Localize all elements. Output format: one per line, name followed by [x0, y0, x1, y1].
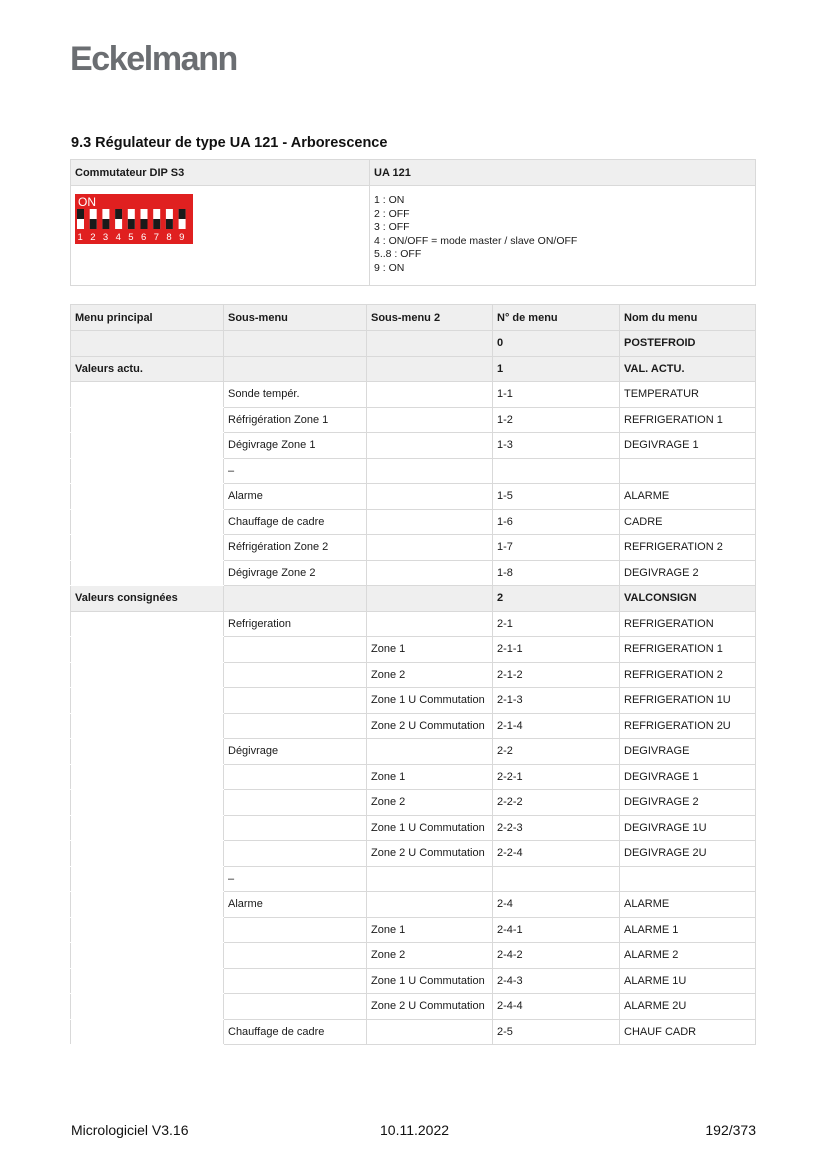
table-row	[71, 637, 756, 663]
numero-menu-cell	[493, 866, 620, 892]
dip-switch-lever	[153, 219, 160, 229]
menu-principal-cell	[71, 484, 224, 510]
col-header-menu-principal: Menu principal	[71, 305, 224, 331]
numero-menu-cell: 2-1	[493, 611, 620, 637]
sous-menu-2-cell: Zone 2 U Commutation	[367, 713, 493, 739]
sous-menu-cell	[224, 764, 367, 790]
sous-menu-2-cell: Zone 1 U Commutation	[367, 815, 493, 841]
nom-menu-cell: CADRE	[620, 509, 756, 535]
sous-menu-2-cell: Zone 1	[367, 917, 493, 943]
sous-menu-2-cell	[367, 560, 493, 586]
footer-page-number: 192/373	[705, 1122, 756, 1138]
nom-menu-cell: REFRIGERATION 1U	[620, 688, 756, 714]
nom-menu-cell: CHAUF CADR	[620, 1019, 756, 1045]
sous-menu-cell	[224, 815, 367, 841]
nom-menu-cell: DEGIVRAGE 2	[620, 560, 756, 586]
nom-menu-cell: DEGIVRAGE 2U	[620, 841, 756, 867]
sous-menu-2-cell	[367, 484, 493, 510]
table-row	[71, 841, 756, 867]
nom-menu-cell: REFRIGERATION 1	[620, 407, 756, 433]
nom-menu-cell: REFRIGERATION 2	[620, 662, 756, 688]
menu-principal-cell	[71, 815, 224, 841]
table-row	[71, 790, 756, 816]
sous-menu-2-cell: Zone 2	[367, 662, 493, 688]
table-row	[71, 611, 756, 637]
sous-menu-2-cell	[367, 433, 493, 459]
nom-menu-cell: VAL. ACTU.	[620, 356, 756, 382]
sous-menu-2-cell	[367, 382, 493, 408]
numero-menu-cell: 1-2	[493, 407, 620, 433]
sous-menu-cell: –	[224, 866, 367, 892]
sous-menu-cell	[224, 943, 367, 969]
table-row	[71, 994, 756, 1020]
sous-menu-cell	[224, 841, 367, 867]
menu-principal-cell: Valeurs consignées	[71, 586, 224, 612]
sous-menu-2-cell: Zone 1 U Commutation	[367, 968, 493, 994]
numero-menu-cell: 1-6	[493, 509, 620, 535]
numero-menu-cell: 2-5	[493, 1019, 620, 1045]
sous-menu-2-cell: Zone 1	[367, 764, 493, 790]
table-row	[71, 688, 756, 714]
nom-menu-cell: ALARME 2U	[620, 994, 756, 1020]
dip-switch-number: 4	[115, 232, 121, 243]
dip-setting-line: 4 : ON/OFF = mode master / slave ON/OFF	[374, 234, 578, 247]
numero-menu-cell: 2-4-2	[493, 943, 620, 969]
menu-tree-table	[70, 304, 756, 1045]
sous-menu-2-cell	[367, 586, 493, 612]
table-row	[71, 713, 756, 739]
nom-menu-cell: REFRIGERATION	[620, 611, 756, 637]
dip-setting-line: 2 : OFF	[374, 207, 410, 220]
table-row	[71, 662, 756, 688]
nom-menu-cell: DEGIVRAGE 1U	[620, 815, 756, 841]
table-row	[71, 1019, 756, 1045]
nom-menu-cell: REFRIGERATION 1	[620, 637, 756, 663]
nom-menu-cell: ALARME 1	[620, 917, 756, 943]
nom-menu-cell: DEGIVRAGE 1	[620, 764, 756, 790]
nom-menu-cell: DEGIVRAGE 1	[620, 433, 756, 459]
sous-menu-cell	[224, 331, 367, 357]
menu-table-body	[71, 331, 756, 1045]
dip-switch-lever	[128, 219, 135, 229]
sous-menu-2-cell: Zone 2	[367, 790, 493, 816]
nom-menu-cell	[620, 458, 756, 484]
numero-menu-cell: 2-2	[493, 739, 620, 765]
menu-principal-cell	[71, 535, 224, 561]
table-row	[71, 484, 756, 510]
dip-switch-number: 6	[141, 232, 147, 243]
dip-switch-number: 7	[153, 232, 159, 243]
footer-date: 10.11.2022	[380, 1122, 450, 1138]
sous-menu-cell: Dégivrage Zone 1	[224, 433, 367, 459]
dip-switch-number: 8	[166, 232, 172, 243]
sous-menu-2-cell	[367, 509, 493, 535]
menu-principal-cell: Valeurs actu.	[71, 356, 224, 382]
col-header-nom-menu: Nom du menu	[620, 305, 756, 331]
dip-setting-line: 1 : ON	[374, 194, 405, 206]
dip-switch-lever	[115, 209, 122, 219]
numero-menu-cell: 2	[493, 586, 620, 612]
dip-switch-number: 1	[77, 232, 83, 243]
group-row	[71, 586, 756, 612]
table-row	[71, 968, 756, 994]
numero-menu-cell: 0	[493, 331, 620, 357]
menu-principal-cell	[71, 637, 224, 663]
sous-menu-cell	[224, 637, 367, 663]
dip-switch-lever	[90, 219, 97, 229]
menu-principal-cell	[71, 560, 224, 586]
sous-menu-cell: Dégivrage	[224, 739, 367, 765]
table-row	[71, 764, 756, 790]
sous-menu-2-cell	[367, 356, 493, 382]
col-header-sous-menu: Sous-menu	[224, 305, 367, 331]
menu-principal-cell	[71, 739, 224, 765]
sous-menu-2-cell	[367, 611, 493, 637]
dip-setting-line: 5..8 : OFF	[374, 248, 422, 260]
menu-principal-cell	[71, 509, 224, 535]
numero-menu-cell: 1-7	[493, 535, 620, 561]
footer-firmware: Micrologiciel V3.16	[71, 1122, 189, 1138]
numero-menu-cell: 2-4-1	[493, 917, 620, 943]
dip-switch-number: 3	[102, 232, 109, 243]
numero-menu-cell: 2-4	[493, 892, 620, 918]
nom-menu-cell: ALARME	[620, 484, 756, 510]
table-row	[71, 560, 756, 586]
sous-menu-cell: Réfrigération Zone 1	[224, 407, 367, 433]
menu-principal-cell	[71, 943, 224, 969]
table-row	[71, 943, 756, 969]
table-row	[71, 433, 756, 459]
numero-menu-cell: 2-1-4	[493, 713, 620, 739]
numero-menu-cell: 1-3	[493, 433, 620, 459]
numero-menu-cell	[493, 458, 620, 484]
table-row	[71, 382, 756, 408]
sous-menu-2-cell: Zone 1	[367, 637, 493, 663]
sous-menu-cell: Réfrigération Zone 2	[224, 535, 367, 561]
sous-menu-cell: –	[224, 458, 367, 484]
table-row	[71, 407, 756, 433]
menu-principal-cell	[71, 458, 224, 484]
menu-principal-cell	[71, 917, 224, 943]
sous-menu-cell	[224, 994, 367, 1020]
menu-principal-cell	[71, 841, 224, 867]
dip-header-left: Commutateur DIP S3	[71, 160, 370, 186]
table-row	[71, 739, 756, 765]
sous-menu-cell: Refrigeration	[224, 611, 367, 637]
sous-menu-cell: Dégivrage Zone 2	[224, 560, 367, 586]
group-row	[71, 356, 756, 382]
dip-switch-graphic	[75, 194, 193, 244]
group-row	[71, 331, 756, 357]
sous-menu-cell	[224, 713, 367, 739]
menu-principal-cell	[71, 688, 224, 714]
dip-switch-lever	[179, 209, 186, 219]
dip-switch-lever	[141, 219, 148, 229]
menu-principal-cell	[71, 407, 224, 433]
table-row	[71, 866, 756, 892]
sous-menu-2-cell: Zone 2	[367, 943, 493, 969]
dip-switch-number: 9	[179, 232, 185, 243]
menu-principal-cell	[71, 994, 224, 1020]
sous-menu-cell: Alarme	[224, 484, 367, 510]
nom-menu-cell: DEGIVRAGE 2	[620, 790, 756, 816]
nom-menu-cell	[620, 866, 756, 892]
nom-menu-cell: TEMPERATUR	[620, 382, 756, 408]
sous-menu-cell	[224, 968, 367, 994]
table-row	[71, 535, 756, 561]
numero-menu-cell: 2-2-2	[493, 790, 620, 816]
numero-menu-cell: 2-1-3	[493, 688, 620, 714]
nom-menu-cell: REFRIGERATION 2U	[620, 713, 756, 739]
brand-logo: Eckelmann	[70, 40, 237, 78]
sous-menu-2-cell: Zone 2 U Commutation	[367, 994, 493, 1020]
sous-menu-2-cell: Zone 2 U Commutation	[367, 841, 493, 867]
numero-menu-cell: 1-5	[493, 484, 620, 510]
numero-menu-cell: 2-4-4	[493, 994, 620, 1020]
sous-menu-cell	[224, 917, 367, 943]
nom-menu-cell: ALARME 1U	[620, 968, 756, 994]
sous-menu-2-cell	[367, 407, 493, 433]
menu-principal-cell	[71, 764, 224, 790]
menu-principal-cell	[71, 713, 224, 739]
dip-switch-cell	[71, 186, 370, 286]
menu-principal-cell	[71, 382, 224, 408]
dip-settings-list	[374, 194, 755, 275]
dip-switch-lever	[166, 219, 173, 229]
numero-menu-cell: 1	[493, 356, 620, 382]
section-title: 9.3 Régulateur de type UA 121 - Arborescence	[71, 135, 388, 151]
nom-menu-cell: REFRIGERATION 2	[620, 535, 756, 561]
table-row	[71, 917, 756, 943]
sous-menu-2-cell	[367, 892, 493, 918]
sous-menu-cell: Sonde tempér.	[224, 382, 367, 408]
menu-principal-cell	[71, 1019, 224, 1045]
dip-switch-lever	[102, 219, 109, 229]
dip-switch-number: 2	[90, 232, 96, 243]
menu-principal-cell	[71, 968, 224, 994]
dip-on-label: ON	[78, 195, 96, 209]
numero-menu-cell: 2-1-1	[493, 637, 620, 663]
menu-principal-cell	[71, 611, 224, 637]
sous-menu-2-cell: Zone 1 U Commutation	[367, 688, 493, 714]
col-header-numero-menu: N° de menu	[493, 305, 620, 331]
numero-menu-cell: 2-2-4	[493, 841, 620, 867]
col-header-sous-menu-2: Sous-menu 2	[367, 305, 493, 331]
nom-menu-cell: POSTEFROID	[620, 331, 756, 357]
sous-menu-cell	[224, 688, 367, 714]
sous-menu-2-cell	[367, 458, 493, 484]
sous-menu-cell	[224, 662, 367, 688]
sous-menu-cell: Alarme	[224, 892, 367, 918]
nom-menu-cell: DEGIVRAGE	[620, 739, 756, 765]
sous-menu-2-cell	[367, 866, 493, 892]
sous-menu-cell: Chauffage de cadre	[224, 1019, 367, 1045]
sous-menu-cell	[224, 790, 367, 816]
dip-setting-line: 9 : ON	[374, 261, 405, 274]
dip-header-right: UA 121	[370, 160, 756, 186]
numero-menu-cell: 2-2-1	[493, 764, 620, 790]
dip-setting-line: 3 : OFF	[374, 221, 410, 233]
sous-menu-2-cell	[367, 739, 493, 765]
dip-switch-lever	[77, 209, 84, 219]
menu-principal-cell	[71, 433, 224, 459]
table-row	[71, 458, 756, 484]
table-row	[71, 509, 756, 535]
menu-principal-cell	[71, 866, 224, 892]
numero-menu-cell: 2-4-3	[493, 968, 620, 994]
dip-settings-cell	[370, 186, 756, 286]
nom-menu-cell: ALARME	[620, 892, 756, 918]
sous-menu-cell	[224, 586, 367, 612]
dip-switch-table	[70, 159, 756, 286]
sous-menu-2-cell	[367, 535, 493, 561]
numero-menu-cell: 1-1	[493, 382, 620, 408]
table-row	[71, 815, 756, 841]
menu-principal-cell	[71, 892, 224, 918]
numero-menu-cell: 2-1-2	[493, 662, 620, 688]
table-row	[71, 892, 756, 918]
numero-menu-cell: 1-8	[493, 560, 620, 586]
nom-menu-cell: ALARME 2	[620, 943, 756, 969]
menu-principal-cell	[71, 331, 224, 357]
numero-menu-cell: 2-2-3	[493, 815, 620, 841]
sous-menu-cell	[224, 356, 367, 382]
sous-menu-2-cell	[367, 1019, 493, 1045]
dip-switch-number: 5	[128, 232, 134, 243]
sous-menu-2-cell	[367, 331, 493, 357]
nom-menu-cell: VALCONSIGN	[620, 586, 756, 612]
menu-principal-cell	[71, 790, 224, 816]
menu-principal-cell	[71, 662, 224, 688]
sous-menu-cell: Chauffage de cadre	[224, 509, 367, 535]
